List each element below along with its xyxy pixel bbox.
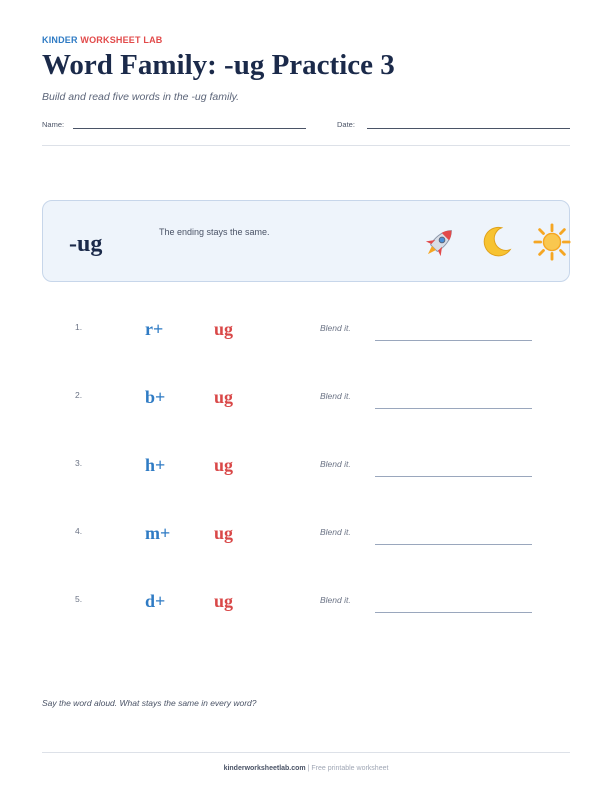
onset-letter: r+: [145, 319, 164, 339]
exercise-row: [0, 387, 612, 420]
closing-prompt: Say the word aloud. What stays the same in every word?: [42, 698, 257, 708]
rime-ending: ug: [214, 523, 234, 543]
header-divider: [42, 145, 570, 146]
rime-ending: ug: [214, 455, 234, 475]
footer-divider: [42, 752, 570, 753]
exercise-number: 3.: [75, 458, 83, 468]
exercise-number: 2.: [75, 390, 83, 400]
rime-ending: ug: [214, 591, 234, 611]
page-subtitle: Build and read five words in the -ug family.: [42, 91, 240, 103]
onset-letter: b+: [145, 387, 166, 407]
exercise-row: [0, 455, 612, 488]
exercise-number: 5.: [75, 594, 83, 604]
footer-separator: |: [307, 765, 310, 772]
rime-ending: ug: [214, 387, 234, 407]
page-title: Word Family: -ug Practice 3: [42, 49, 395, 81]
answer-line[interactable]: [375, 612, 532, 613]
name-label: Name:: [42, 120, 65, 129]
blend-prompt: Blend it.: [320, 391, 351, 401]
blend-prompt: Blend it.: [320, 527, 351, 537]
footer-site: kinderworksheetlab.com: [223, 765, 306, 772]
brand-part-2: WORKSHEET LAB: [80, 35, 163, 45]
brand-logo: [42, 35, 163, 45]
name-line[interactable]: [73, 128, 306, 129]
brand-part-1: KINDER: [42, 35, 78, 45]
word-family-box: [42, 200, 570, 282]
date-label: Date:: [337, 120, 355, 129]
moon-icon: [477, 223, 515, 261]
answer-line[interactable]: [375, 340, 532, 341]
family-hint: The ending stays the same.: [159, 227, 270, 237]
exercise-row: [0, 319, 612, 352]
blend-prompt: Blend it.: [320, 323, 351, 333]
answer-line[interactable]: [375, 476, 532, 477]
rocket-icon: [421, 223, 459, 261]
exercise-row: [0, 523, 612, 556]
onset-letter: m+: [145, 523, 171, 543]
sun-icon: [533, 223, 571, 261]
picture-strip: [421, 223, 571, 263]
footer-tagline: Free printable worksheet: [311, 765, 389, 772]
blend-prompt: Blend it.: [320, 595, 351, 605]
exercise-row: [0, 591, 612, 624]
onset-letter: d+: [145, 591, 166, 611]
date-line[interactable]: [367, 128, 570, 129]
blend-prompt: Blend it.: [320, 459, 351, 469]
onset-letter: h+: [145, 455, 166, 475]
answer-line[interactable]: [375, 408, 532, 409]
answer-line[interactable]: [375, 544, 532, 545]
exercise-number: 1.: [75, 322, 83, 332]
family-ending: -ug: [69, 231, 103, 257]
exercise-number: 4.: [75, 526, 83, 536]
rime-ending: ug: [214, 319, 234, 339]
footer: [0, 765, 612, 772]
